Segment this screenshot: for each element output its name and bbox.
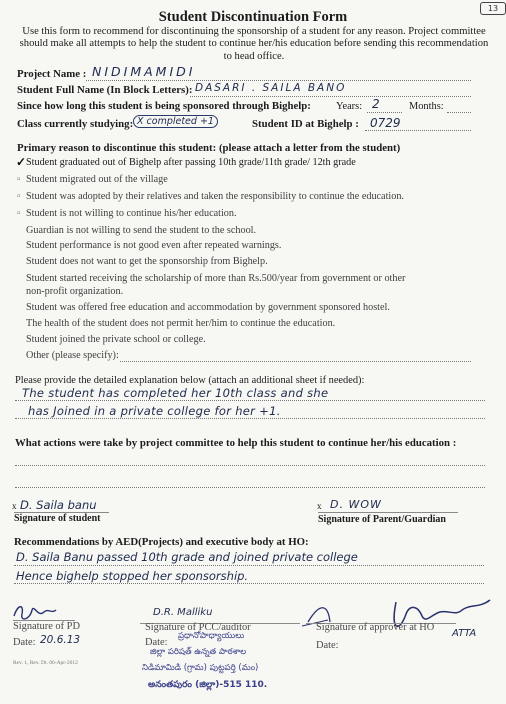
months-line xyxy=(447,112,471,113)
parent-signature-label: Signature of Parent/Guardian xyxy=(318,514,446,525)
sponsored-duration-label: Since how long this student is being sponsored through Bighelp: xyxy=(17,100,311,112)
full-name-field[interactable]: DASARI . SAILA BANO xyxy=(195,82,347,94)
recommendation-text-2[interactable]: Hence bighelp stopped her sponsorship. xyxy=(16,569,249,583)
reason-scholarship: Student started receiving the scholarship of more than Rs.500/year from government or other xyxy=(26,273,406,284)
pcc-date-label: Date: xyxy=(145,637,168,648)
reason-private-school: Student joined the private school or college. xyxy=(26,334,206,345)
approver-initials[interactable]: ATTA xyxy=(452,628,477,639)
revision-note: Rev. 1, Rev. Dt. 06-Apr-2012 xyxy=(13,660,78,666)
student-id-field[interactable]: 0729 xyxy=(370,116,401,130)
years-label: Years: xyxy=(336,101,363,112)
cross-mark: x xyxy=(317,501,322,511)
pcc-signature-label: Signature of PCC/auditor xyxy=(145,622,251,633)
reason-not-willing: Student is not willing to continue his/her education. xyxy=(26,208,237,219)
recommendation-line-2 xyxy=(14,583,484,584)
recommendation-text-1[interactable]: D. Saila Banu passed 10th grade and joined private college xyxy=(16,550,358,564)
pd-date-field[interactable]: 20.6.13 xyxy=(40,634,81,646)
parent-signature-line xyxy=(318,512,458,513)
actions-label: What actions were take by project committee to help this student to continue her/his education : xyxy=(15,437,457,449)
explanation-text-1[interactable]: The student has completed her 10th class and she xyxy=(22,386,329,400)
form-title: Student Discontinuation Form xyxy=(158,9,348,25)
form-intro: Use this form to recommend for discontinuing the sponsorship of a student for any reason. Project committee should make all attempts to help the student to continue her/his education before sending this recommendation to head office. xyxy=(19,26,489,62)
reason-no-sponsorship: Student does not want to get the sponsorship from Bighelp. xyxy=(26,256,268,267)
explanation-label: Please provide the detailed explanation below (attach an additional sheet if needed): xyxy=(15,375,365,386)
recommendations-label: Recommendations by AED(Projects) and executive body at HO: xyxy=(14,536,309,548)
full-name-line xyxy=(190,96,471,97)
reason-heading: Primary reason to discontinue this student: (please attach a letter from the student) xyxy=(17,142,401,154)
years-field[interactable]: 2 xyxy=(372,97,380,111)
reason-scholarship-cont: non-profit organization. xyxy=(26,286,124,297)
reason-guardian: Guardian is not willing to send the student to the school. xyxy=(26,225,257,236)
actions-line-1 xyxy=(15,465,485,466)
checkbox-icon[interactable]: ▫ xyxy=(17,174,21,185)
project-name-line xyxy=(86,80,471,81)
project-name-field[interactable]: NIDIMAMIDI xyxy=(92,64,196,79)
reason-adopted: Student was adopted by their relatives and taken the responsibility to continue the education. xyxy=(26,191,404,202)
pd-signature-label: Signature of PD xyxy=(13,621,80,632)
student-signature-label: Signature of student xyxy=(14,513,101,524)
years-line xyxy=(367,112,402,113)
reason-health: The health of the student does not permit her/him to continue the education. xyxy=(26,318,336,329)
student-id-label: Student ID at Bighelp : xyxy=(252,118,359,130)
class-field[interactable]: X completed +1 xyxy=(133,115,218,128)
reason-migrated: Student migrated out of the village xyxy=(26,174,168,185)
pd-date-label: Date: xyxy=(13,637,36,648)
months-label: Months: xyxy=(409,101,444,112)
student-id-line xyxy=(365,130,471,131)
school-stamp-line-3: నిడిమామిడి (గ్రామ) పుట్టపర్తి (మం) xyxy=(142,663,259,673)
checkbox-icon[interactable]: ▫ xyxy=(17,208,21,219)
other-line xyxy=(120,361,471,362)
checkmark-icon[interactable]: ✓ xyxy=(16,155,27,169)
school-stamp-line-2: జిల్లా పరిషత్ ఉన్నత పాఠశాల xyxy=(150,647,247,657)
school-stamp-line-4: అనంతపురం (జిల్లా)-515 110. xyxy=(148,680,268,690)
class-label: Class currently studying: xyxy=(17,118,134,130)
reason-hostel: Student was offered free education and accommodation by government sponsored hostel. xyxy=(26,302,390,313)
parent-signature[interactable]: D. WOW xyxy=(330,498,382,511)
pcc-signer[interactable]: D.R. Malliku xyxy=(153,607,213,618)
checkbox-icon[interactable]: ▫ xyxy=(17,191,21,202)
approver-date-label: Date: xyxy=(316,640,339,651)
cross-mark: x xyxy=(12,501,17,511)
student-signature[interactable]: D. Saila banu xyxy=(20,498,97,512)
reason-other: Other (please specify): xyxy=(26,350,119,361)
explanation-text-2[interactable]: has Joined in a private college for her +1. xyxy=(28,404,281,418)
project-name-label: Project Name : xyxy=(17,68,87,80)
reason-graduated: Student graduated out of Bighelp after passing 10th grade/11th grade/ 12th grade xyxy=(26,157,356,168)
full-name-label: Student Full Name (In Block Letters): xyxy=(17,84,193,96)
explanation-line-2 xyxy=(15,418,485,419)
reason-performance: Student performance is not good even after repeated warnings. xyxy=(26,240,282,251)
explanation-line-1 xyxy=(15,400,485,401)
approver-signature-label: Signature of approver at HO xyxy=(316,622,435,633)
school-stamp-line-1: ప్రధానోపాధ్యాయులు xyxy=(178,631,245,641)
actions-line-2 xyxy=(15,487,485,488)
recommendation-line-1 xyxy=(14,565,484,566)
page-number-stamp: 13 xyxy=(480,2,506,15)
